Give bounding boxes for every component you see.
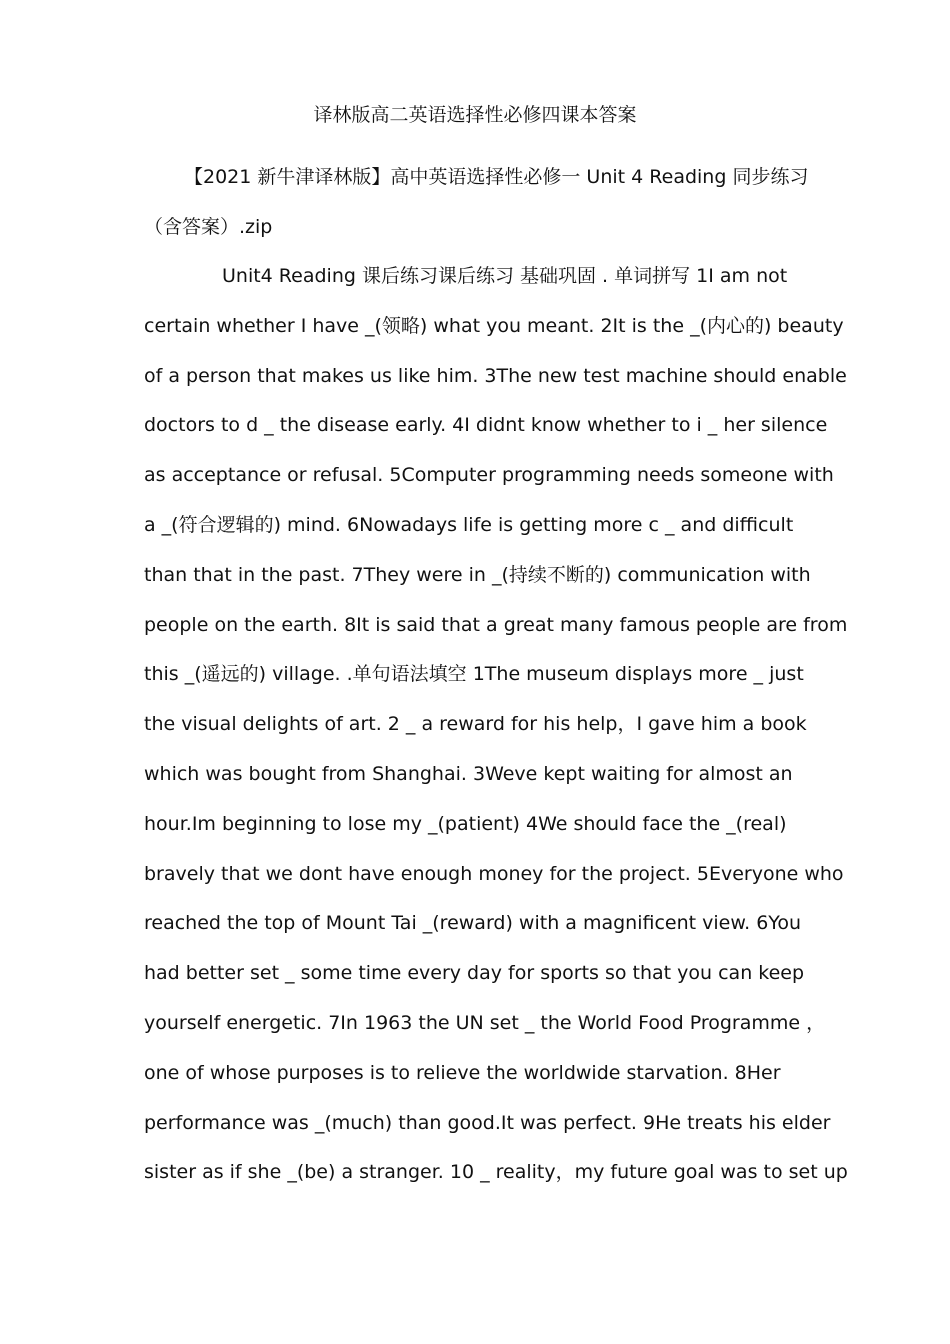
- body-line: yourself energetic. 7In 1963 the UN set _ the World Food Programme ，: [144, 1011, 826, 1034]
- body-line: than that in the past. 7They were in _(持续不断的) communication with: [144, 563, 811, 586]
- body-line: had better set _ some time every day for sports so that you can keep: [144, 962, 805, 985]
- body-line: as acceptance or refusal. 5Computer programming needs someone with: [144, 464, 834, 487]
- body-line: which was bought from Shanghai. 3Weve kept waiting for almost an: [144, 762, 793, 785]
- body-line: bravely that we dont have enough money for the project. 5Everyone who: [144, 862, 844, 885]
- body-line: of a person that makes us like him. 3The new test machine should enable: [144, 364, 847, 387]
- body-line: hour.Im beginning to lose my _(patient) 4We should face the _(real): [144, 812, 787, 835]
- body-line: sister as if she _(be) a stranger. 10 _ reality，my future goal was to set up: [144, 1161, 848, 1184]
- document-title: 译林版高二英语选择性必修四课本答案: [313, 104, 637, 126]
- body-line: one of whose purposes is to relieve the worldwide starvation. 8Her: [144, 1061, 781, 1084]
- body-line: this _(遥远的) village. .单句语法填空 1The museum displays more _ just: [144, 663, 804, 686]
- body-line: Unit4 Reading 课后练习课后练习 基础巩固 . 单词拼写 1I am not: [222, 265, 788, 287]
- body-line: reached the top of Mount Tai _(reward) with a magnificent view. 6You: [144, 912, 802, 935]
- body-line: doctors to d _ the disease early. 4I didnt know whether to i _ her silence: [144, 414, 828, 437]
- body-line: the visual delights of art. 2 _ a reward for his help，I gave him a book: [144, 713, 807, 736]
- document-subtitle: 【2021 新牛津译林版】高中英语选择性必修一 Unit 4 Reading 同步练习（含答案）.zip: [144, 166, 809, 238]
- body-line: people on the earth. 8It is said that a great many famous people are from: [144, 613, 848, 636]
- document-body: [144, 252, 848, 1198]
- body-line: certain whether I have _(领略) what you meant. 2It is the _(内心的) beauty: [144, 314, 844, 337]
- body-line: a _(符合逻辑的) mind. 6Nowadays life is getting more c _ and difficult: [144, 513, 794, 536]
- body-line: performance was _(much) than good.It was perfect. 9He treats his elder: [144, 1111, 831, 1134]
